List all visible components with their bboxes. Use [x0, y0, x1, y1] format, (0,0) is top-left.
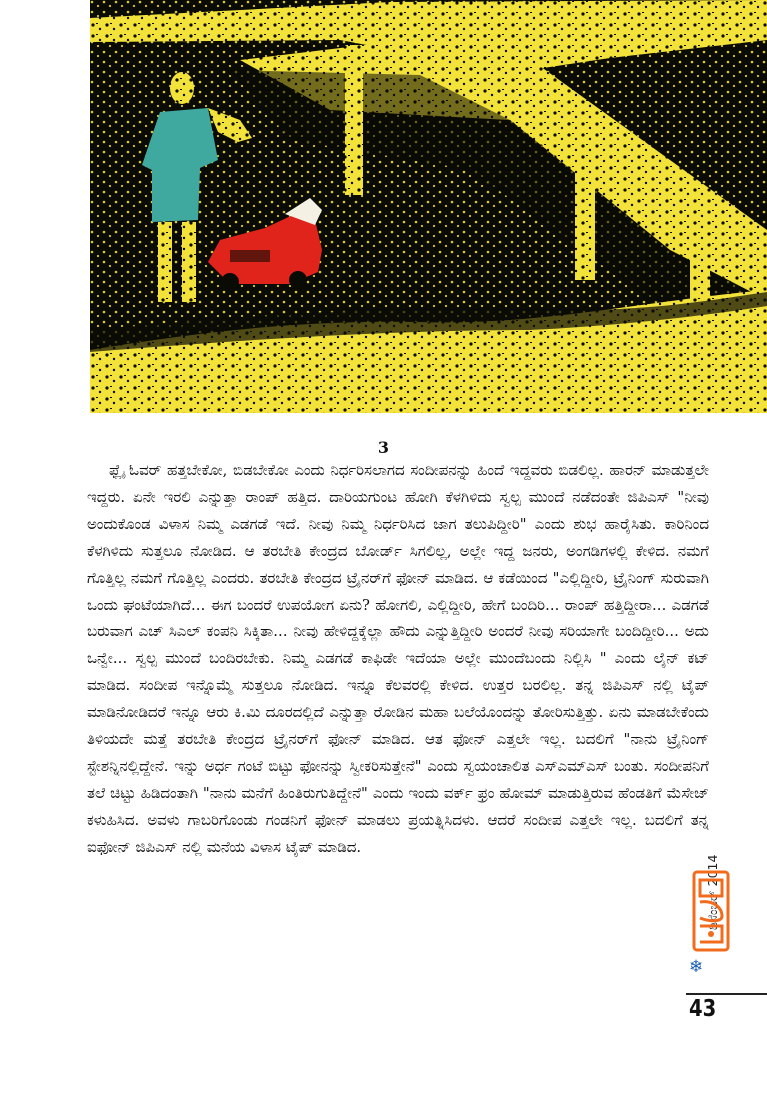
magazine-logo — [684, 870, 734, 962]
magazine-logo-mark — [692, 870, 730, 952]
issue-date: ಡಿಸೆಂಬರ್ 2014 — [705, 854, 720, 930]
chapter-number: 3 — [377, 438, 390, 457]
story-body — [87, 458, 709, 862]
page-rule — [686, 993, 767, 995]
story-illustration — [90, 0, 767, 413]
snowflake-icon: ❄ — [688, 957, 704, 977]
page-number: 43 — [689, 996, 717, 1022]
story-paragraph: ಫ್ಲೈ ಓವರ್ ಹತ್ತಬೇಕೋ, ಬಿಡಬೇಕೋ ಎಂದು ನಿರ್ಧರಿಸಲಾಗದ ಸಂದೀಪನನ್ನು ಹಿಂದೆ ಇದ್ದವರು ಬಿಡಲಿಲ್ಲ. ಹಾರನ್ ಮಾಡುತ್ತಲೇ ಇದ್ದರು. ಏನೇ ಇರಲಿ ಎನ್ನುತ್ತಾ ರಾಂಪ್ ಹತ್ತಿದ. ದಾರಿಯಗುಂಟ ಹೋಗಿ ಕೆಳಗಿಳಿದು ಸ್ವಲ್ಪ ಮುಂದೆ ನಡೆದಂತೇ ಜಿಪಿಎಸ್ "ನೀವು ಅಂದುಕೊಂಡ ವಿಳಾಸ ನಿಮ್ಮ ಎಡಗಡೆ ಇದೆ. ನೀವು ನಿಮ್ಮ ನಿರ್ಧರಿಸಿದ ಜಾಗ ತಲುಪಿದ್ದೀರಿ" ಎಂದು ಶುಭ ಹಾರೈಸಿತು. ಕಾರಿನಿಂದ ಕೆಳಗಿಳಿದು ಸುತ್ತಲೂ ನೋಡಿದ. ಆ ತರಬೇತಿ ಕೇಂದ್ರದ ಬೋರ್ಡ್ ಸಿಗಲಿಲ್ಲ, ಅಲ್ಲೇ ಇದ್ದ ಜನರು, ಅಂಗಡಿಗಳಲ್ಲಿ ಕೇಳಿದ. ನಮಗೆ ಗೊತ್ತಿಲ್ಲ ನಮಗೆ ಗೊತ್ತಿಲ್ಲ ಎಂದರು. ತರಬೇತಿ ಕೇಂದ್ರದ ಟ್ರೈನರ್‌ಗೆ ಫೋನ್ ಮಾಡಿದ. ಆ ಕಡೆಯಿಂದ "ಎಲ್ಲಿದ್ದೀರಿ, ಟ್ರೈನಿಂಗ್ ಸುರುವಾಗಿ ಒಂದು ಘಂಟೆಯಾಗಿದೆ... ಈಗ ಬಂದರೆ ಉಪಯೋಗ ಏನು? ಹೋಗಲಿ, ಎಲ್ಲಿದ್ದೀರಿ, ಹೇಗೆ ಬಂದಿರಿ... ರಾಂಪ್ ಹತ್ತಿದ್ದೀರಾ... ಎಡಗಡೆ ಬರುವಾಗ ಎಚ್ ಸಿಎಲ್ ಕಂಪನಿ ಸಿಕ್ಕಿತಾ... ನೀವು ಹೇಳಿದ್ದಕ್ಕೆಲ್ಲಾ ಹೌದು ಎನ್ನುತ್ತಿದ್ದೀರಿ ಅಂದರೆ ನೀವು ಸರಿಯಾಗೇ ಬಂದಿದ್ದೀರಿ... ಅದು ಒನ್ವೇ... ಸ್ವಲ್ಪ ಮುಂದೆ ಬಂದಿರಬೇಕು. ನಿಮ್ಮ ಎಡಗಡೆ ಕಾಫಿಡೇ ಇದೆಯಾ ಅಲ್ಲೇ ಮುಂದೆಬಂದು ನಿಲ್ಲಿಸಿ " ಎಂದು ಲೈನ್ ಕಟ್ ಮಾಡಿದ. ಸಂದೀಪ ಇನ್ನೊಮ್ಮೆ ಸುತ್ತಲೂ ನೋಡಿದ. ಇನ್ನೂ ಕೆಲವರಲ್ಲಿ ಕೇಳಿದ. ಉತ್ತರ ಬರಲಿಲ್ಲ. ತನ್ನ ಜಿಪಿಎಸ್ ನಲ್ಲಿ ಟೈಪ್ ಮಾಡಿನೋಡಿದರೆ ಇನ್ನೂ ಆರು ಕಿ.ಮಿ ದೂರದಲ್ಲಿದೆ ಎನ್ನುತ್ತಾ ರೋಡಿನ ಮಹಾ ಬಲೆಯೊಂದನ್ನು ತೋರಿಸುತ್ತಿತ್ತು. ಏನು ಮಾಡಬೇಕೆಂದು ತಿಳಿಯದೇ ಮತ್ತೆ ತರಬೇತಿ ಕೇಂದ್ರದ ಟ್ರೈನರ್‌ಗೆ ಫೋನ್ ಮಾಡಿದ. ಆತ ಫೋನ್ ಎತ್ತಲೇ ಇಲ್ಲ. ಬದಲಿಗೆ "ನಾನು ಟ್ರೈನಿಂಗ್ ಸ್ಟೇಶನ್ನಿನಲ್ಲಿದ್ದೇನೆ. ಇನ್ನು ಅರ್ಧ ಗಂಟೆ ಬಿಟ್ಟು ಫೋನನ್ನು ಸ್ವೀಕರಿಸುತ್ತೇನೆ" ಎಂದು ಸ್ವಯಂಚಾಲಿತ ಎಸ್‌ಎಮ್‌ಎಸ್ ಬಂತು. ಸಂದೀಪನಿಗೆ ತಲೆ ಚಿಟ್ಟು ಹಿಡಿದಂತಾಗಿ "ನಾನು ಮನೆಗೆ ಹಿಂತಿರುಗುತಿದ್ದೇನೆ" ಎಂದು ಇಂದು ವರ್ಕ್ ಫ್ರಂ ಹೋಮ್ ಮಾಡುತ್ತಿರುವ ಹೆಂಡತಿಗೆ ಮೆಸೇಜ್ ಕಳುಹಿಸಿದ. ಅವಳು ಗಾಬರಿಗೊಂಡು ಗಂಡನಿಗೆ ಫೋನ್ ಮಾಡಲು ಪ್ರಯತ್ನಿಸಿದಳು. ಆದರೆ ಸಂದೀಪ ಎತ್ತಲೇ ಇಲ್ಲ. ಬದಲಿಗೆ ತನ್ನ ಐಫೋನ್ ಜಿಪಿಎಸ್ ನಲ್ಲಿ ಮನೆಯ ವಿಳಾಸ ಟೈಪ್ ಮಾಡಿದ. — [87, 462, 709, 856]
